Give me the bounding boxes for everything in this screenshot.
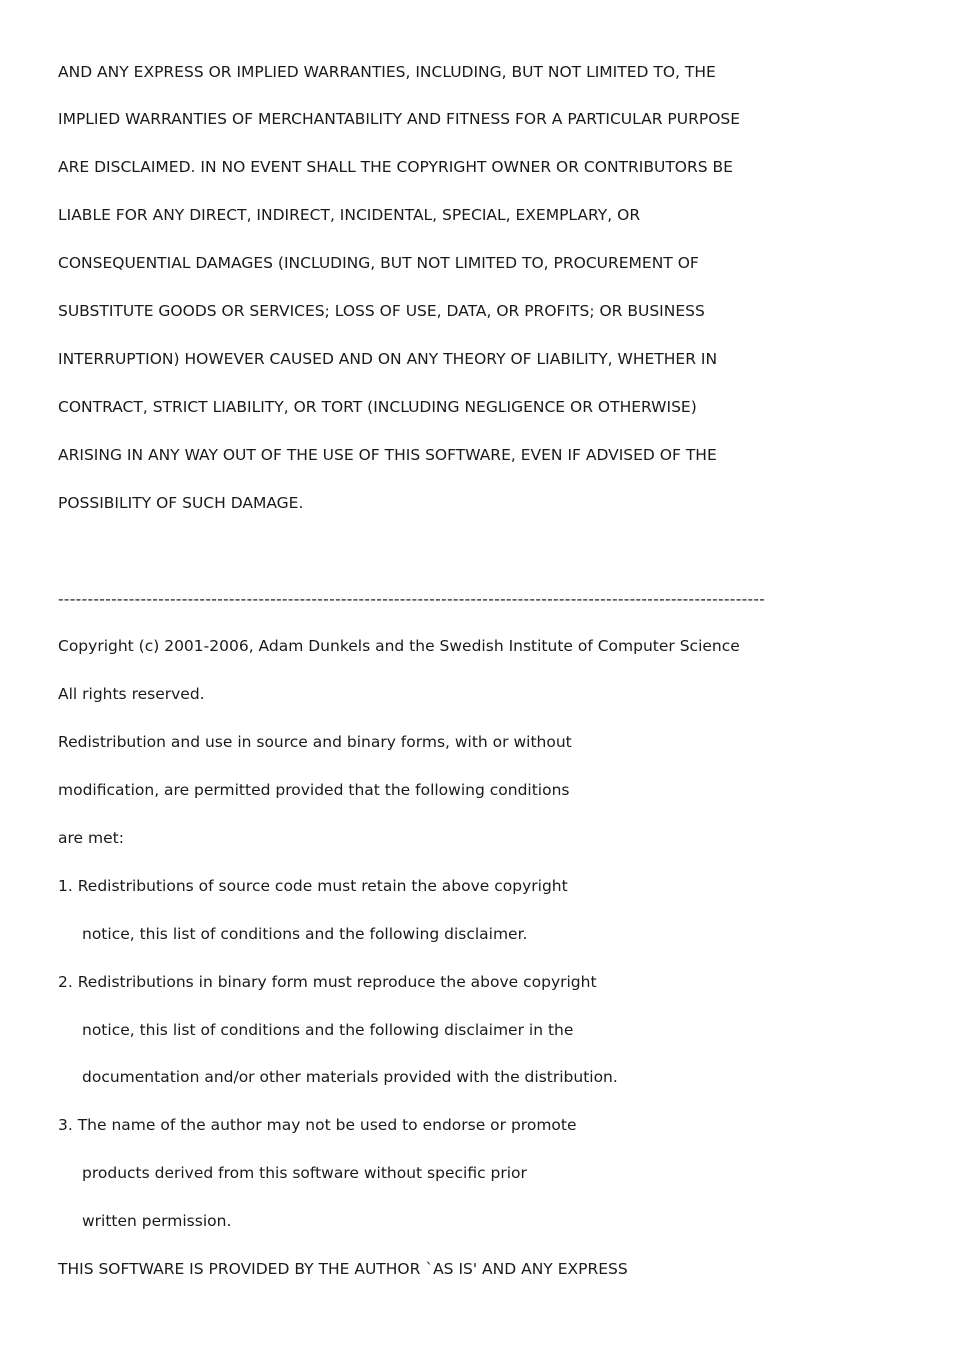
disclaimer-line: AND ANY EXPRESS OR IMPLIED WARRANTIES, INCLUDING, BUT NOT LIMITED TO, THE	[58, 63, 716, 81]
disclaimer-line: IMPLIED WARRANTIES OF MERCHANTABILITY AND FITNESS FOR A PARTICULAR PURPOSE	[58, 110, 741, 128]
condition-2-continuation: notice, this list of conditions and the following disclaimer in the	[82, 1021, 574, 1039]
disclaimer-line: INTERRUPTION) HOWEVER CAUSED AND ON ANY THEORY OF LIABILITY, WHETHER IN	[58, 350, 718, 368]
condition-3-continuation: written permission.	[82, 1212, 232, 1230]
copyright-notice: Copyright (c) 2001-2006, Adam Dunkels and the Swedish Institute of Computer Science	[58, 637, 740, 655]
condition-1-continuation: notice, this list of conditions and the following disclaimer.	[82, 925, 528, 943]
disclaimer-line: POSSIBILITY OF SUCH DAMAGE.	[58, 494, 304, 512]
disclaimer-line: LIABLE FOR ANY DIRECT, INDIRECT, INCIDENTAL, SPECIAL, EXEMPLARY, OR	[58, 206, 641, 224]
intro-line: are met:	[58, 829, 124, 847]
condition-2-continuation: documentation and/or other materials provided with the distribution.	[82, 1068, 618, 1086]
disclaimer-line: ARISING IN ANY WAY OUT OF THE USE OF THIS SOFTWARE, EVEN IF ADVISED OF THE	[58, 446, 717, 464]
intro-line: Redistribution and use in source and binary forms, with or without	[58, 733, 572, 751]
disclaimer-line: CONSEQUENTIAL DAMAGES (INCLUDING, BUT NOT LIMITED TO, PROCUREMENT OF	[58, 254, 699, 272]
disclaimer-line: ARE DISCLAIMED. IN NO EVENT SHALL THE COPYRIGHT OWNER OR CONTRIBUTORS BE	[58, 158, 733, 176]
rights-notice: All rights reserved.	[58, 685, 205, 703]
disclaimer-line: SUBSTITUTE GOODS OR SERVICES; LOSS OF USE, DATA, OR PROFITS; OR BUSINESS	[58, 302, 705, 320]
condition-3: 3. The name of the author may not be used to endorse or promote	[58, 1116, 577, 1134]
disclaimer-start: THIS SOFTWARE IS PROVIDED BY THE AUTHOR `AS IS' AND ANY EXPRESS	[58, 1260, 628, 1278]
condition-3-continuation: products derived from this software without specific prior	[82, 1164, 527, 1182]
intro-line: modification, are permitted provided that the following conditions	[58, 781, 570, 799]
disclaimer-line: CONTRACT, STRICT LIABILITY, OR TORT (INCLUDING NEGLIGENCE OR OTHERWISE)	[58, 398, 697, 416]
condition-2: 2. Redistributions in binary form must reproduce the above copyright	[58, 973, 597, 991]
condition-1: 1. Redistributions of source code must retain the above copyright	[58, 877, 568, 895]
section-separator: ------------------------------------------------------------------------------------------------------------------------	[58, 590, 766, 608]
